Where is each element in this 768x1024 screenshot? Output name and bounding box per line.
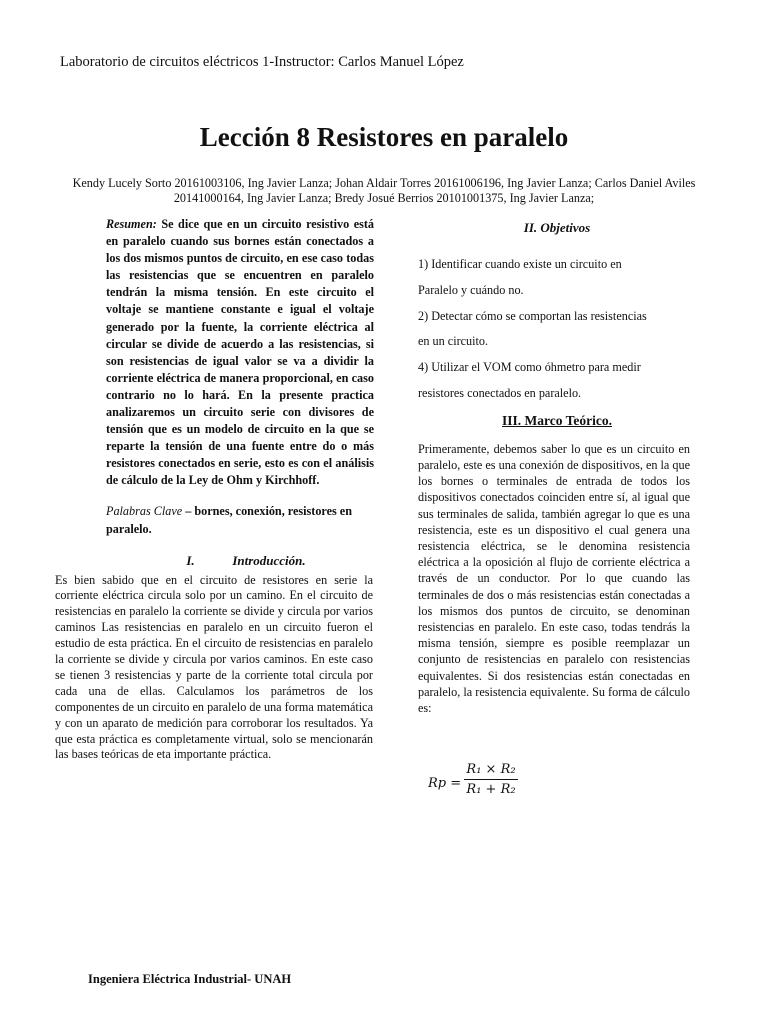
abstract-text: Se dice que en un circuito resistivo está en paralelo cuando sus bornes están conectados a los dos mismos puntos de circuito, en ese caso todas las resistencias que se encuentren en paralelo tendrán la misma tensión. En este circuito el voltaje se mantiene constante e igual el voltaje generado por la fuente, la corriente eléctrica al circular se divide de acuerdo a las resistencias, si son resistencias de igual valor se va a dividir la corriente eléctrica de manera proporcional, en caso contrario no lo hará. En la presente practica analizaremos un circuito serie con divisores de tensión que es un modelo de circuito en la que se reparte la tensión de una fuente entre do o más resistores conectados en serie, esto es con el análisis de cálculo de la Ley de Ohm y Kirchhoff. [106,217,375,488]
intro-number: I. [186,552,195,568]
objective-item: 1) Identificar cuando existe un circuito en Paralelo y cuándo no. [418,257,622,297]
keywords-label: Palabras Clave [106,503,183,518]
abstract [106,216,374,490]
author-line-1: Kendy Lucely Sorto 20161003106, Ing Javier Lanza; Johan Aldair Torres 20161006196, Ing Javier Lanza; Carlos Daniel Aviles [72,176,696,190]
objective-item: 2) Detectar cómo se comportan las resistencias en un circuito. [418,308,647,349]
footer-affiliation: Ingeniera Eléctrica Industrial- UNAH [88,972,292,986]
right-column [418,216,718,716]
running-head: Laboratorio de circuitos eléctricos 1-Instructor: Carlos Manuel López [60,54,464,70]
left-column [55,216,375,763]
keywords-text: – bornes, conexión, resistores en paralelo. [106,503,352,536]
intro-paragraph: Es bien sabido que en el circuito de resistores en serie la corriente eléctrica circula solo por un camino. En el circuito de resistencias en paralelo la corriente se divide y circula por varios caminos Las resistencias en paralelo en un circuito fueron el estudio de esta práctica. En el circuito de resistencias en paralelo la corriente se divide y circula por varios caminos. En este caso se tienen 3 resistencias y parte de la corriente total circula por cada una de ellas. Calculamos los parámetros de los componentes de un circuito en paralelo de una forma matemática y con un aparato de medición para corroborar los resultados. Ya que esta práctica es completamente virtual, solo se mencionarán las bases teóricas de eta importante práctica. [55,572,373,762]
intro-heading-text: Introducción. [232,552,306,568]
objectives-heading: II. Objetivos [523,220,591,235]
keywords [106,502,374,539]
paper-title: Lección 8 Resistores en paralelo [199,122,569,152]
objectives-list [418,252,658,407]
objective-item: 4) Utilizar el VOM como óhmetro para medir resistores conectados en paralelo. [418,360,641,400]
author-line-2: 20141000164, Ing Javier Lanza; Bredy Josué Berrios 20101001375, Ing Javier Lanza; [173,190,595,205]
abstract-label: Resumen: [106,217,157,231]
author-list [52,176,716,205]
theory-heading: III. Marco Teórico. [502,412,612,428]
theory-paragraph: Primeramente, debemos saber lo que es un circuito en paralelo, este es una conexión de dispositivos, en la que los bornes o terminales de entrada de todos los dispositivos conectados coinciden entre sí, al igual que sus terminales de salida, también agregar lo que es una resistencia, este es un dispositivo el cual genera una resistencia eléctrica, se le denomina resistencia eléctrica a la oposición al flujo de corriente eléctrica a través de un conductor. Por lo que cuando las terminales de dos o más resistencias están conectadas a los mismos dos puntos de circuito, se denominan resistencias en paralelo. En este caso, todas tendrás la misma tensión, siempre es posible reemplazar un conjunto de resistencias en paralelo con resistencias equivalentes. Si dos resistencias están conectadas en paralelo, la resistencia equivalente. Su forma de cálculo es: [418,441,690,716]
fraction-bar [464,779,518,780]
formula-numerator: R₁ × R₂ [466,762,516,777]
intro-heading [58,553,374,569]
formula-lhs: Rp = [428,776,462,791]
formula-fraction [464,762,518,797]
formula-denominator: R₁ + R₂ [466,782,516,797]
